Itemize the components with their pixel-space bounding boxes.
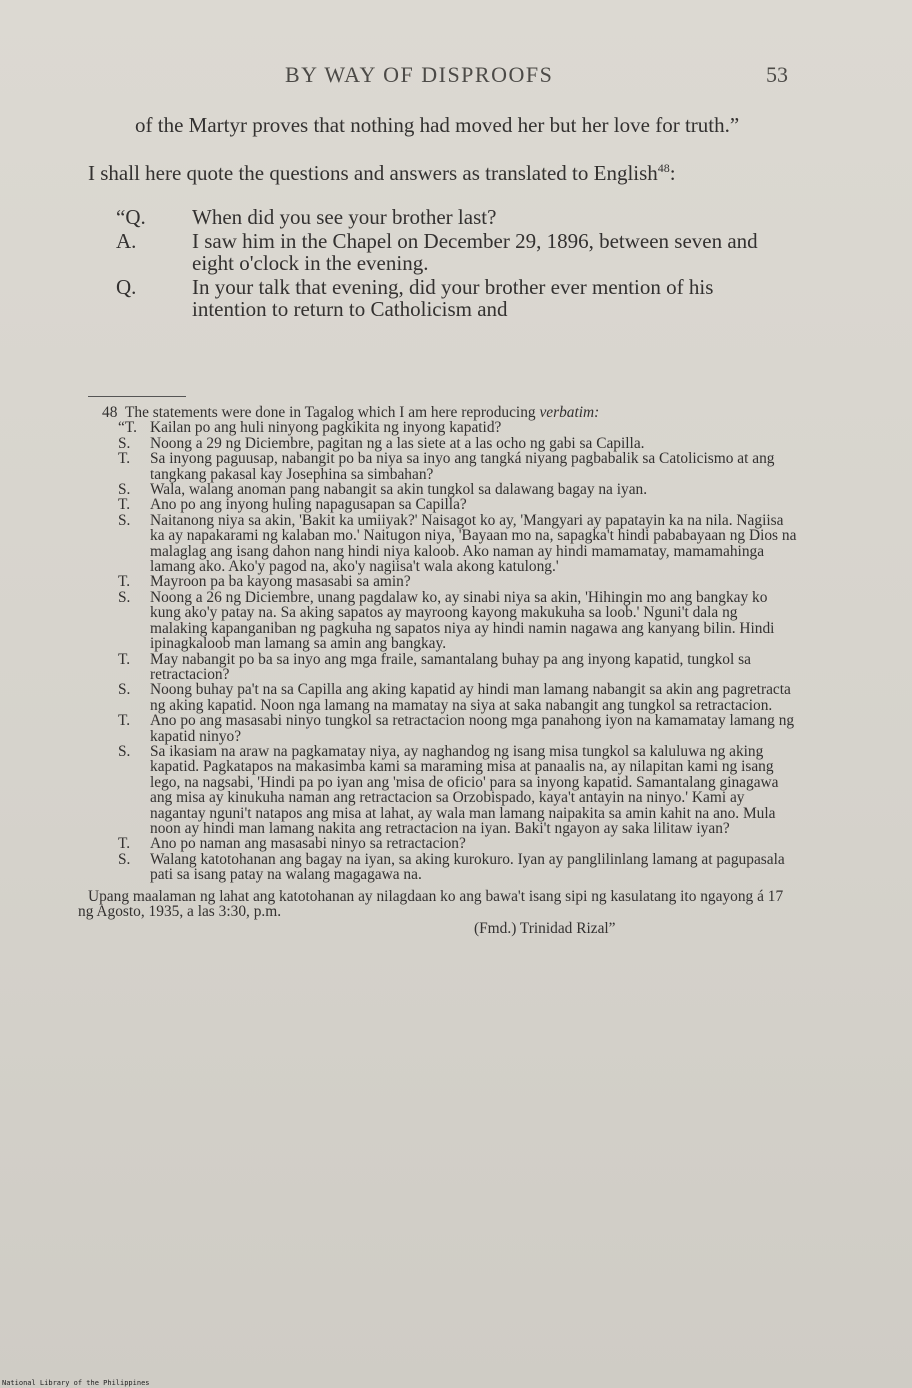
- footnote-item-label: S.: [118, 742, 131, 760]
- footnote-item-text: Noong buhay pa't na sa Capilla ang aking kapatid ay hindi man lamang nabangit sa akin ang pagretracta ng aking kapatid. Noon nga lamang na mamatay na siya at saka nabangit ang tungkol sa retractacion.: [150, 681, 791, 714]
- footnote-item: [108, 482, 798, 497]
- footnote-item-text: Naitanong niya sa akin, 'Bakit ka umiiyak?' Naisagot ko ay, 'Mangyari ay papatayin ka na nila. Nagiisa ka ay napakarami ng kalaban mo.' Naitugon niya, 'Bayaan mo na, sapagka't hindi pababayaan ng Dios na malaglag ang isang dahon nang hindi niya kaloob. Ako naman ay hindi mamamatay, mamamahinga lamang ako. Ako'y pagod na, ako'y nagiisa't wala akong katulong.': [150, 511, 797, 576]
- footnote-item-label: T.: [118, 650, 131, 668]
- signature: (Fmd.) Trinidad Rizal”: [474, 920, 616, 938]
- qa-text: When did you see your brother last?: [192, 205, 497, 229]
- footnote-item-text: Wala, walang anoman pang nabangit sa akin tungkol sa dalawang bagay na iyan.: [150, 481, 648, 499]
- footnote-item: [108, 590, 798, 652]
- footnote-item: [108, 713, 798, 744]
- footnote-item-label: S.: [118, 511, 131, 529]
- footnote-item: [108, 682, 798, 713]
- qa-label: “Q.: [116, 205, 146, 229]
- footnote-item-text: Walang katotohanan ang bagay na iyan, sa aking kurokuro. Iyan ay panglilinlang lamang at pagupasala pati sa isang patay na walang magagawa na.: [150, 850, 785, 884]
- footnote-intro-text: The statements were done in Tagalog which I am here reproducing: [124, 404, 536, 421]
- intro-end: :: [669, 161, 676, 185]
- footnote-item-label: T.: [118, 496, 131, 514]
- main-text: [88, 114, 788, 322]
- footnote-item-label: S.: [118, 850, 131, 868]
- library-credit: National Library of the Philippines: [2, 1379, 150, 1387]
- footnote-number: 48: [102, 404, 118, 421]
- footnote-item: [108, 451, 798, 482]
- qa-label: A.: [116, 229, 137, 253]
- qa-label: Q.: [116, 275, 137, 299]
- footnote-item-label: S.: [118, 434, 131, 452]
- intro-text: I shall here quote the questions and answers as translated to English: [88, 161, 658, 185]
- footnote-item-label: T.: [118, 450, 131, 468]
- qa-item: [116, 206, 788, 228]
- footnote-item-text: Ano po ang inyong huling napagusapan sa Capilla?: [150, 496, 467, 514]
- footnote-item-text: Mayroon pa ba kayong masasabi sa amin?: [150, 573, 411, 591]
- footnote-item: [108, 652, 798, 683]
- footnote-item-label: S.: [118, 481, 131, 499]
- footnote-item: [108, 836, 798, 851]
- footnote-item: [108, 497, 798, 512]
- quote-continuation: of the Martyr proves that nothing had moved her but her love for truth.”: [135, 113, 740, 137]
- footnote-item-text: Noong a 29 ng Diciembre, pagitan ng a las siete at a las ocho ng gabi sa Capilla.: [150, 434, 645, 452]
- footnote-item-text: Sa ikasiam na araw na pagkamatay niya, ay naghandog ng isang misa tungkol sa kaluluwa ng aking kapatid. Pagkatapos na makasimba kami sa maraming misa at panaalis na, ay nilapitan kami ng isang lego, na nagsabi, 'Hindi pa po iyan ang 'misa de oficio' para sa inyong kapatid. Samantalang ginagawa ang misa ay kinukuha naman ang retractacion sa Orzobispado, kaya't antayin na ninyo.' Kami ay nagantay nguni't natapos ang misa at lahat, ay wala man lamang naipakita sa amin kahit na ano. Mula noon ay hindi man lamang nakita ang retractacion na iyan. Baki't ngayon ay saka lilitaw iyan?: [150, 742, 779, 837]
- qa-item: [116, 230, 788, 274]
- footnote-item-text: Ano po naman ang masasabi ninyo sa retractacion?: [150, 835, 466, 853]
- qa-item: [116, 276, 788, 320]
- footnote: [78, 404, 798, 938]
- footnote-item: [108, 574, 798, 589]
- footnote-intro-italic: verbatim:: [539, 404, 600, 421]
- running-head: BY WAY OF DISPROOFS: [285, 62, 554, 87]
- footnote-item-text: Noong a 26 ng Diciembre, unang pagdalaw ko, ay sinabi niya sa akin, 'Hihingin mo ang bangkay ko kung ako'y patay na. Sa aking sapatos ay mayroong kayong makukuha sa loob.' Nguni't dala ng malaking kapanganiban ng pagkuha ng sapatos niya ay hindi namin nagawa ang kanyang bilin. Hindi ipinagkaloob man lamang sa amin ang bangkay.: [150, 588, 775, 653]
- footnote-item-label: “T.: [118, 419, 137, 437]
- footnote-item-text: Sa inyong paguusap, nabangit po ba niya sa inyo ang tangká niyang pagbabalik sa Catolicismo at ang tangkang pakasal kay Josephina sa simbahan?: [150, 450, 775, 483]
- footnote-item: [108, 852, 798, 883]
- closing-paragraph: Upang maalaman ng lahat ang katotohanan ay nilagdaan ko ang bawa't isang sipi ng kasulatang ito ngayong á 17 ng Agosto, 1935, a las 3:30, p.m.: [78, 887, 784, 920]
- footnote-item-label: T.: [118, 835, 131, 853]
- footnote-reference: 48: [657, 161, 670, 175]
- page-header: [0, 62, 912, 94]
- footnote-item-label: T.: [118, 712, 131, 730]
- footnote-item-text: May nabangit po ba sa inyo ang mga fraile, samantalang buhay pa ang inyong kapatid, tungkol sa retractacion?: [150, 650, 751, 683]
- qa-text: I saw him in the Chapel on December 29, 1896, between seven and eight o'clock in the evening.: [192, 229, 758, 275]
- footnote-item: [108, 744, 798, 836]
- footnote-item-text: Kailan po ang huli ninyong pagkikita ng inyong kapatid?: [150, 419, 502, 437]
- footnote-item: [108, 436, 798, 451]
- footnote-item-label: S.: [118, 681, 131, 699]
- page-number: 53: [766, 62, 788, 87]
- footnote-item: [108, 513, 798, 575]
- footnote-item-text: Ano po ang masasabi ninyo tungkol sa retractacion noong mga panahong iyon na kamamatay lamang ng kapatid ninyo?: [150, 712, 795, 745]
- intro-paragraph: [88, 162, 788, 184]
- qa-list: [116, 206, 788, 320]
- footnote-item-label: S.: [118, 588, 131, 606]
- footnote-rule: [88, 396, 186, 397]
- footnote-intro: [102, 405, 798, 420]
- footnote-item-label: T.: [118, 573, 131, 591]
- footnote-item: [108, 420, 798, 435]
- qa-text: In your talk that evening, did your brother ever mention of his intention to return to Catholicism and: [192, 275, 714, 321]
